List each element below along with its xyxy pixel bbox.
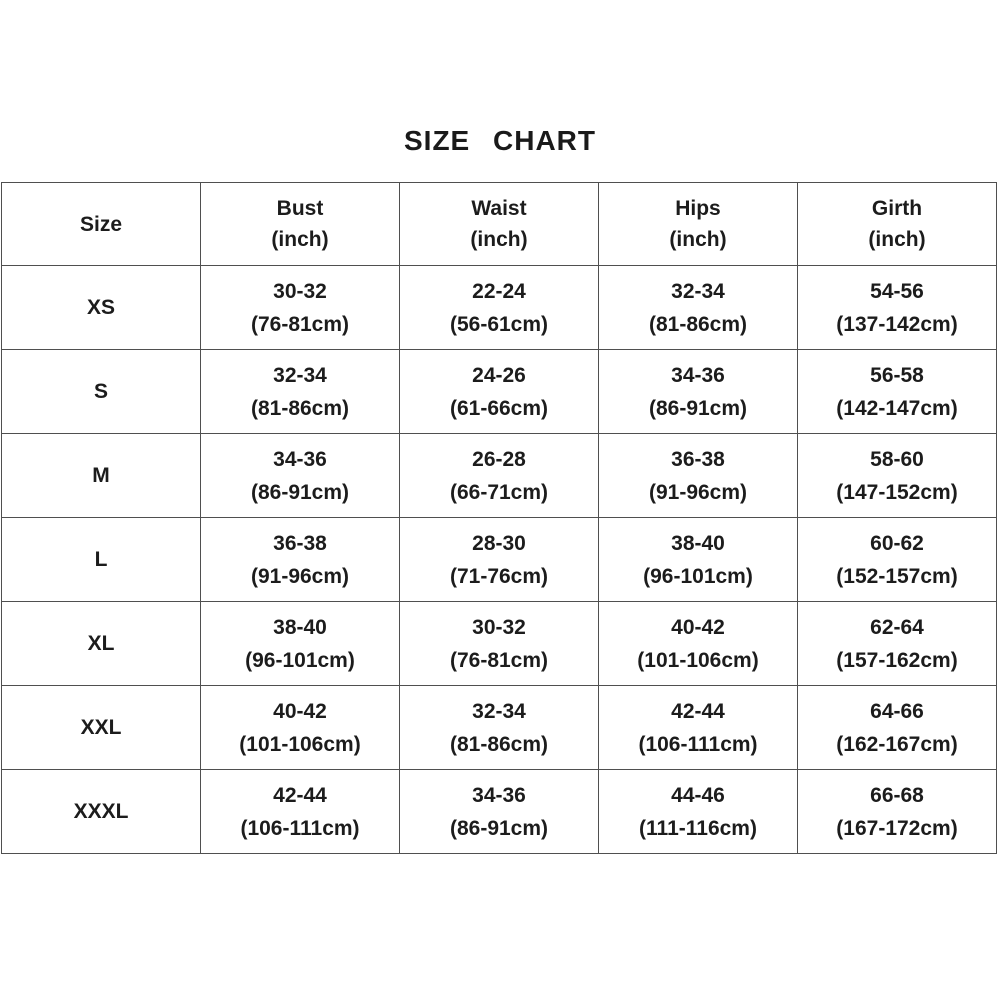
measurement-cm-range: (101-106cm) xyxy=(239,732,361,756)
column-unit: (inch) xyxy=(271,228,329,251)
column-header-girth xyxy=(798,183,997,266)
measurement-cell xyxy=(798,686,997,770)
measurement-cell xyxy=(599,266,798,350)
measurement-cm-range: (91-96cm) xyxy=(648,480,748,504)
measurement-cell xyxy=(599,686,798,770)
measurement-inch-range: 40-42 xyxy=(671,615,725,639)
measurement-cm-range: (157-162cm) xyxy=(836,648,958,672)
measurement-inch-range: 40-42 xyxy=(273,699,327,723)
measurement-cell xyxy=(798,350,997,434)
table-header xyxy=(2,183,997,266)
measurement-cm-range: (106-111cm) xyxy=(240,816,360,840)
measurement-cell xyxy=(599,518,798,602)
measurement-inch-range: 60-62 xyxy=(870,531,924,555)
page-title: SIZE CHART xyxy=(404,125,596,156)
measurement-cell xyxy=(798,602,997,686)
size-label-cell: L xyxy=(2,518,201,602)
measurement-cell xyxy=(201,602,400,686)
table-row xyxy=(2,602,997,686)
measurement-cm-range: (56-61cm) xyxy=(449,312,549,336)
column-label: Waist xyxy=(471,197,527,220)
measurement-cell xyxy=(201,350,400,434)
size-label-cell: M xyxy=(2,434,201,518)
column-header-hips xyxy=(599,183,798,266)
measurement-cell xyxy=(400,518,599,602)
measurement-cm-range: (162-167cm) xyxy=(836,732,958,756)
column-unit: (inch) xyxy=(868,228,926,251)
measurement-cm-range: (86-91cm) xyxy=(449,816,549,840)
measurement-cm-range: (167-172cm) xyxy=(836,816,958,840)
measurement-cm-range: (81-86cm) xyxy=(250,396,350,420)
table-row xyxy=(2,770,997,854)
measurement-inch-range: 22-24 xyxy=(472,279,526,303)
size-label-cell: XS xyxy=(2,266,201,350)
table-body xyxy=(2,266,997,854)
measurement-inch-range: 34-36 xyxy=(671,363,725,387)
measurement-inch-range: 28-30 xyxy=(472,531,526,555)
measurement-cell xyxy=(798,770,997,854)
column-label: Size xyxy=(79,212,123,236)
measurement-inch-range: 66-68 xyxy=(870,783,924,807)
measurement-cm-range: (152-157cm) xyxy=(836,564,958,588)
measurement-cm-range: (137-142cm) xyxy=(836,312,958,336)
size-label-cell: XXXL xyxy=(2,770,201,854)
measurement-inch-range: 32-34 xyxy=(671,279,725,303)
measurement-cm-range: (96-101cm) xyxy=(643,564,753,588)
column-label: Hips xyxy=(675,197,721,220)
measurement-cell xyxy=(400,434,599,518)
measurement-cm-range: (81-86cm) xyxy=(449,732,549,756)
measurement-inch-range: 34-36 xyxy=(472,783,526,807)
measurement-cm-range: (86-91cm) xyxy=(648,396,748,420)
measurement-cm-range: (147-152cm) xyxy=(836,480,958,504)
table-row xyxy=(2,350,997,434)
measurement-cm-range: (81-86cm) xyxy=(648,312,748,336)
measurement-cell xyxy=(201,518,400,602)
measurement-cell xyxy=(599,770,798,854)
column-label: Bust xyxy=(276,197,324,220)
measurement-inch-range: 26-28 xyxy=(472,447,526,471)
measurement-inch-range: 38-40 xyxy=(273,615,327,639)
table-row xyxy=(2,686,997,770)
measurement-cm-range: (71-76cm) xyxy=(449,564,549,588)
measurement-cm-range: (66-71cm) xyxy=(449,480,549,504)
size-label-cell: XL xyxy=(2,602,201,686)
column-header-size xyxy=(2,183,201,266)
measurement-cm-range: (61-66cm) xyxy=(449,396,549,420)
measurement-inch-range: 58-60 xyxy=(870,447,924,471)
measurement-cm-range: (106-111cm) xyxy=(638,732,758,756)
measurement-cm-range: (96-101cm) xyxy=(245,648,355,672)
measurement-inch-range: 32-34 xyxy=(472,699,526,723)
measurement-inch-range: 38-40 xyxy=(671,531,725,555)
measurement-cm-range: (101-106cm) xyxy=(637,648,759,672)
measurement-inch-range: 64-66 xyxy=(870,699,924,723)
measurement-cell xyxy=(201,434,400,518)
measurement-inch-range: 30-32 xyxy=(472,615,526,639)
measurement-cell xyxy=(201,770,400,854)
measurement-inch-range: 42-44 xyxy=(273,783,327,807)
measurement-cell xyxy=(798,518,997,602)
size-label-cell: S xyxy=(2,350,201,434)
measurement-cell xyxy=(400,602,599,686)
measurement-cell xyxy=(400,350,599,434)
measurement-inch-range: 62-64 xyxy=(870,615,924,639)
measurement-inch-range: 42-44 xyxy=(671,699,725,723)
measurement-cell xyxy=(599,434,798,518)
measurement-inch-range: 36-38 xyxy=(273,531,327,555)
measurement-cell xyxy=(599,602,798,686)
measurement-inch-range: 44-46 xyxy=(671,783,725,807)
table-row xyxy=(2,518,997,602)
measurement-cell xyxy=(400,266,599,350)
measurement-inch-range: 54-56 xyxy=(870,279,924,303)
measurement-inch-range: 30-32 xyxy=(273,279,327,303)
table-row xyxy=(2,434,997,518)
column-unit: (inch) xyxy=(669,228,727,251)
column-label: Girth xyxy=(871,197,923,220)
measurement-inch-range: 32-34 xyxy=(273,363,327,387)
size-label-cell: XXL xyxy=(2,686,201,770)
measurement-cm-range: (76-81cm) xyxy=(449,648,549,672)
column-header-bust xyxy=(201,183,400,266)
measurement-cell xyxy=(798,434,997,518)
measurement-cm-range: (86-91cm) xyxy=(250,480,350,504)
measurement-cell xyxy=(400,686,599,770)
measurement-inch-range: 24-26 xyxy=(472,363,526,387)
measurement-cm-range: (91-96cm) xyxy=(250,564,350,588)
measurement-cm-range: (142-147cm) xyxy=(836,396,958,420)
measurement-cell xyxy=(599,350,798,434)
measurement-inch-range: 34-36 xyxy=(273,447,327,471)
measurement-inch-range: 36-38 xyxy=(671,447,725,471)
measurement-cell xyxy=(201,266,400,350)
measurement-cm-range: (76-81cm) xyxy=(250,312,350,336)
table-row xyxy=(2,266,997,350)
column-unit: (inch) xyxy=(470,228,528,251)
measurement-cell xyxy=(400,770,599,854)
measurement-inch-range: 56-58 xyxy=(870,363,924,387)
header-row xyxy=(2,183,997,266)
column-header-waist xyxy=(400,183,599,266)
measurement-cm-range: (111-116cm) xyxy=(639,816,757,840)
measurement-cell xyxy=(201,686,400,770)
measurement-cell xyxy=(798,266,997,350)
size-chart-table xyxy=(1,182,997,854)
